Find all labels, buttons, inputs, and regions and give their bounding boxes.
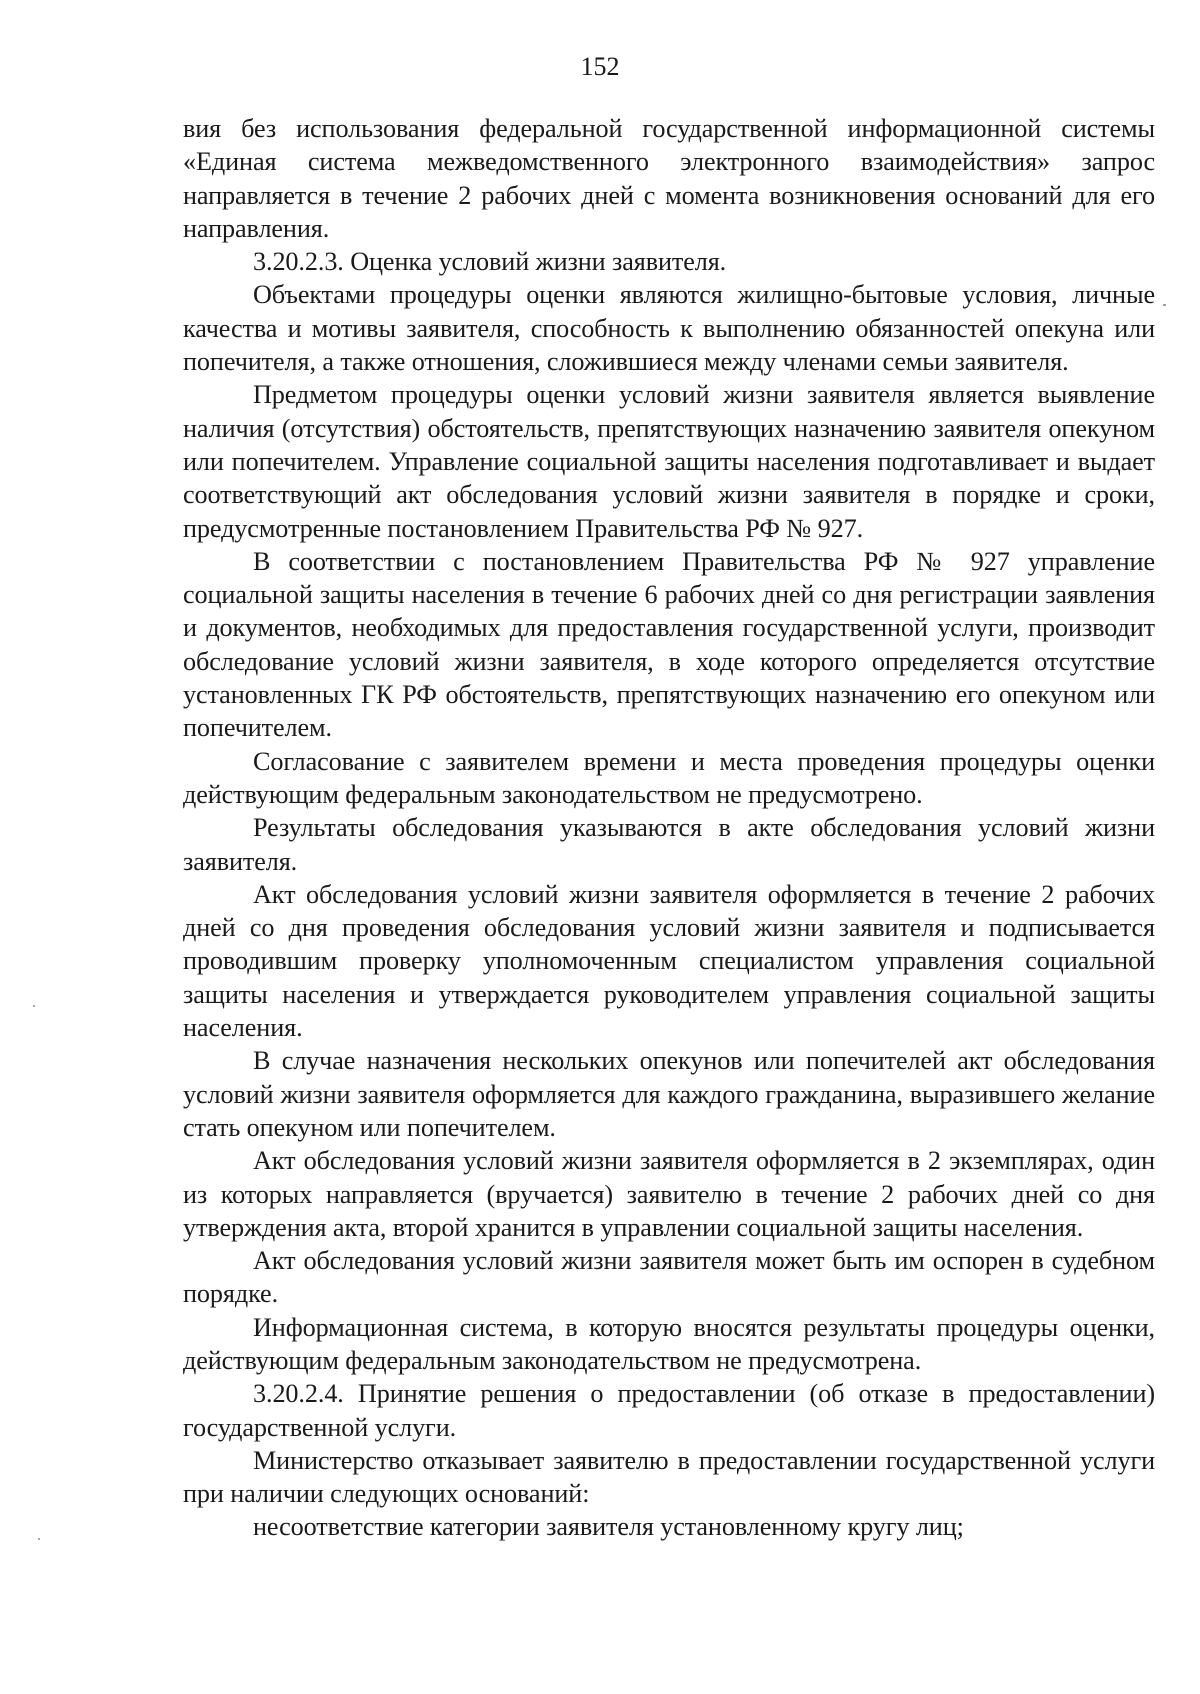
paragraph: Акт обследования условий жизни заявителя оформляется в течение 2 рабочих дней со дня проведения обследования условий жизни заявителя и подписывается проводившим проверку уполномоченным специалистом управления социальной защиты населения и утверждается руководителем управления социальной защиты населения. — [183, 879, 1155, 1043]
paragraph: В случае назначения нескольких опекунов или попечителей акт обследования условий жизни заявителя оформляется для каждого гражданина, выразившего желание стать опекуном или попечителем. — [183, 1046, 1155, 1142]
paragraph: вия без использования федеральной государственной информационной системы «Единая система межведомственного электронного взаимодействия» запрос направляется в течение 2 рабочих дней с момента возникновения оснований для его направления. — [183, 114, 1155, 243]
paragraph: Акт обследования условий жизни заявителя может быть им оспорен в судебном порядке. — [183, 1246, 1155, 1309]
scan-speck — [38, 1538, 40, 1540]
scan-speck — [1163, 304, 1166, 306]
scan-speck — [33, 1005, 35, 1007]
paragraph: Информационная система, в которую вносятся результаты процедуры оценки, действующим федеральным законодательством не предусмотрена. — [183, 1312, 1155, 1375]
paragraph: Министерство отказывает заявителю в предоставлении государственной услуги при наличии следующих оснований: — [183, 1445, 1155, 1509]
paragraph: Объектами процедуры оценки являются жилищно-бытовые условия, личные качества и мотивы заявителя, способность к выполнению обязанностей опекуна или попечителя, а также отношения, сложившиеся между членами семьи заявителя. — [183, 280, 1155, 377]
paragraph: Результаты обследования указываются в акте обследования условий жизни заявителя. — [183, 813, 1155, 876]
paragraph: Предметом процедуры оценки условий жизни заявителя является выявление наличия (отсутствия) обстоятельств, препятствующих назначению заявителя опекуном или попечителем. Управление социальной защиты населения подготавливает и выдает соответствующий акт обследования условий жизни заявителя в порядке и сроки, предусмотренные постановлением Правительства РФ № 927. — [183, 380, 1155, 543]
section-heading: 3.20.2.3. Оценка условий жизни заявителя. — [253, 247, 727, 277]
paragraph: В соответствии с постановлением Правительства РФ № 927 управление социальной защиты населения в течение 6 рабочих дней со дня регистрации заявления и документов, необходимых для предоставления государственной услуги, производит обследование условий жизни заявителя, в ходе которого определяется отсутствие установленных ГК РФ обстоятельств, препятствующих назначению его опекуном или попечителем. — [183, 546, 1155, 743]
paragraph: Акт обследования условий жизни заявителя оформляется в 2 экземплярах, один из которых направляется (вручается) заявителю в течение 2 рабочих дней со дня утверждения акта, второй хранится в управлении социальной защиты населения. — [183, 1146, 1155, 1242]
page-number: 152 — [580, 52, 620, 81]
paragraph: Согласование с заявителем времени и места проведения процедуры оценки действующим федеральным законодательством не предусмотрено. — [183, 746, 1155, 809]
section-heading: 3.20.2.4. Принятие решения о предоставлении (об отказе в предоставлении) государственной услуги. — [183, 1379, 1155, 1442]
list-item: несоответствие категории заявителя установленному кругу лиц; — [253, 1512, 964, 1542]
document-body — [183, 112, 1155, 1544]
